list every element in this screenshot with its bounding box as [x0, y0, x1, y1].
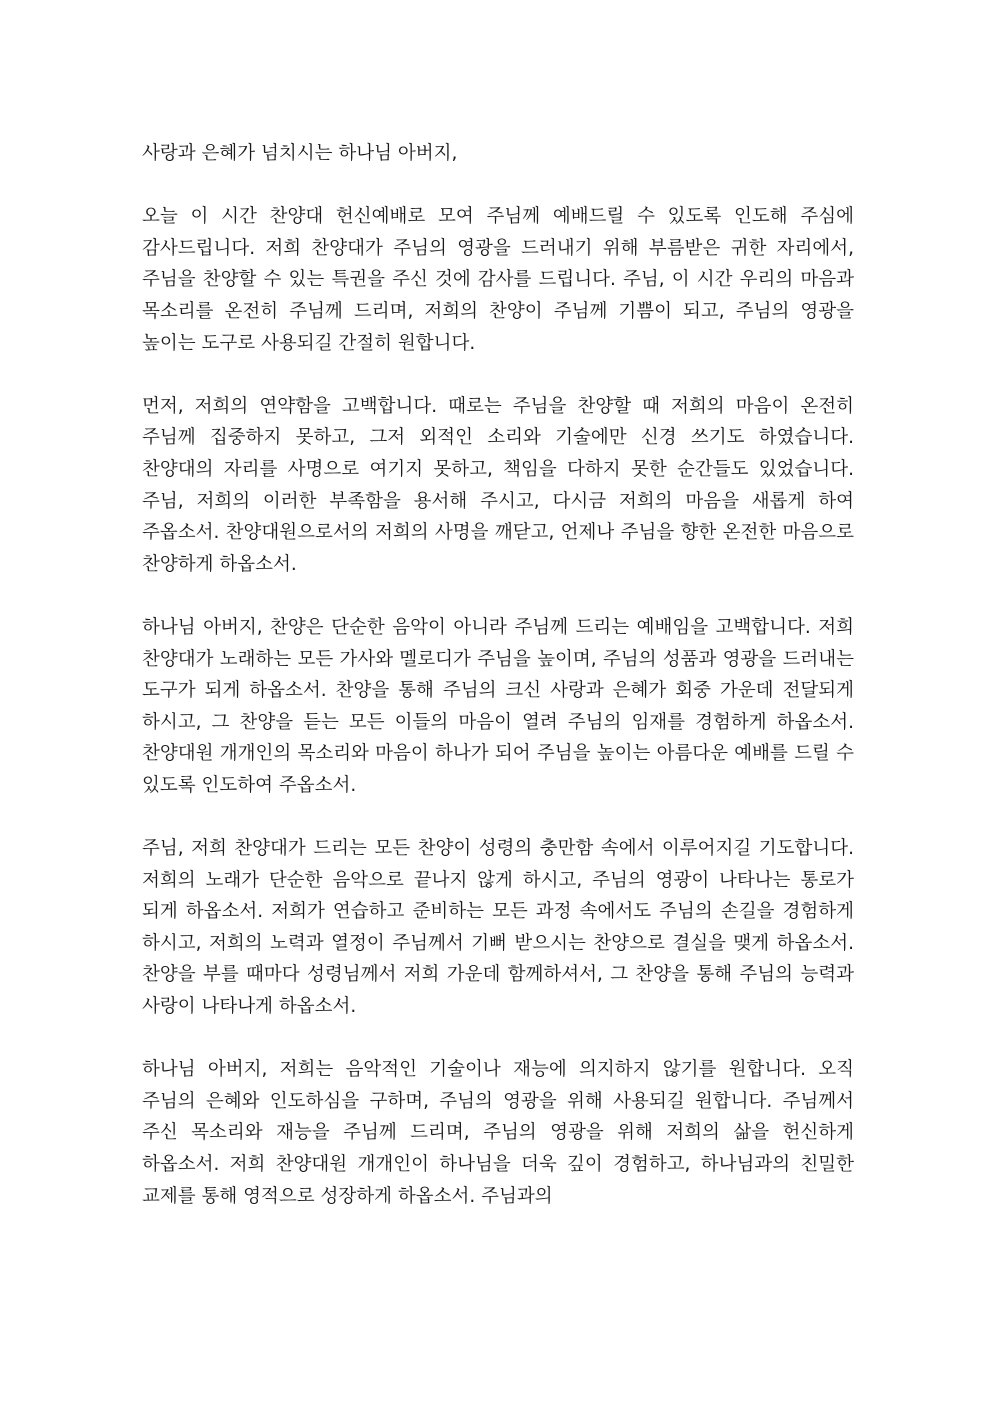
- paragraph-holy-spirit: 주님, 저희 찬양대가 드리는 모든 찬양이 성령의 충만함 속에서 이루어지길 기도합니다. 저희의 노래가 단순한 음악으로 끝나지 않게 하시고, 주님의 영광이 나타나는 통로가 되게 하옵소서. 저희가 연습하고 준비하는 모든 과정 속에서도 주님의 손길을 경험하게 하시고, 저희의 노력과 열정이 주님께서 기뻐 받으시는 찬양으로 결실을 맺게 하옵소서. 찬양을 부를 때마다 성령님께서 저희 가운데 함께하셔서, 그 찬양을 통해 주님의 능력과 사랑이 나타나게 하옵소서.: [142, 838, 854, 1018]
- paragraph-thanksgiving: 오늘 이 시간 찬양대 헌신예배로 모여 주님께 예배드릴 수 있도록 인도해 주심에 감사드립니다. 저희 찬양대가 주님의 영광을 드러내기 위해 부름받은 귀한 자리에서, 주님을 찬양할 수 있는 특권을 주신 것에 감사를 드립니다. 주님, 이 시간 우리의 마음과 목소리를 온전히 주님께 드리며, 저희의 찬양이 주님께 기쁨이 되고, 주님의 영광을 높이는 도구로 사용되길 간절히 원합니다.: [142, 206, 854, 354]
- salutation: 사랑과 은혜가 넘치시는 하나님 아버지,: [142, 143, 458, 164]
- paragraph-dedication: 하나님 아버지, 저희는 음악적인 기술이나 재능에 의지하지 않기를 원합니다. 오직 주님의 은혜와 인도하심을 구하며, 주님의 영광을 위해 사용되길 원합니다. 주님께서 주신 목소리와 재능을 주님께 드리며, 주님의 영광을 위해 저희의 삶을 헌신하게 하옵소서. 저희 찬양대원 개개인이 하나님을 더욱 깊이 경험하고, 하나님과의 친밀한 교제를 통해 영적으로 성장하게 하옵소서. 주님과의: [142, 1059, 854, 1207]
- paragraph-worship: 하나님 아버지, 찬양은 단순한 음악이 아니라 주님께 드리는 예배임을 고백합니다. 저희 찬양대가 노래하는 모든 가사와 멜로디가 주님을 높이며, 주님의 성품과 영광을 드러내는 도구가 되게 하옵소서. 찬양을 통해 주님의 크신 사랑과 은혜가 회중 가운데 전달되게 하시고, 그 찬양을 듣는 모든 이들의 마음이 열려 주님의 임재를 경험하게 하옵소서. 찬양대원 개개인의 목소리와 마음이 하나가 되어 주님을 높이는 아름다운 예배를 드릴 수 있도록 인도하여 주옵소서.: [142, 616, 854, 796]
- prayer-text: [142, 138, 854, 1244]
- paragraph-confession: 먼저, 저희의 연약함을 고백합니다. 때로는 주님을 찬양할 때 저희의 마음이 온전히 주님께 집중하지 못하고, 그저 외적인 소리와 기술에만 신경 쓰기도 하였습니다. 찬양대의 자리를 사명으로 여기지 못하고, 책임을 다하지 못한 순간들도 있었습니다. 주님, 저희의 이러한 부족함을 용서해 주시고, 다시금 저희의 마음을 새롭게 하여 주옵소서. 찬양대원으로서의 저희의 사명을 깨닫고, 언제나 주님을 향한 온전한 마음으로 찬양하게 하옵소서.: [142, 395, 854, 575]
